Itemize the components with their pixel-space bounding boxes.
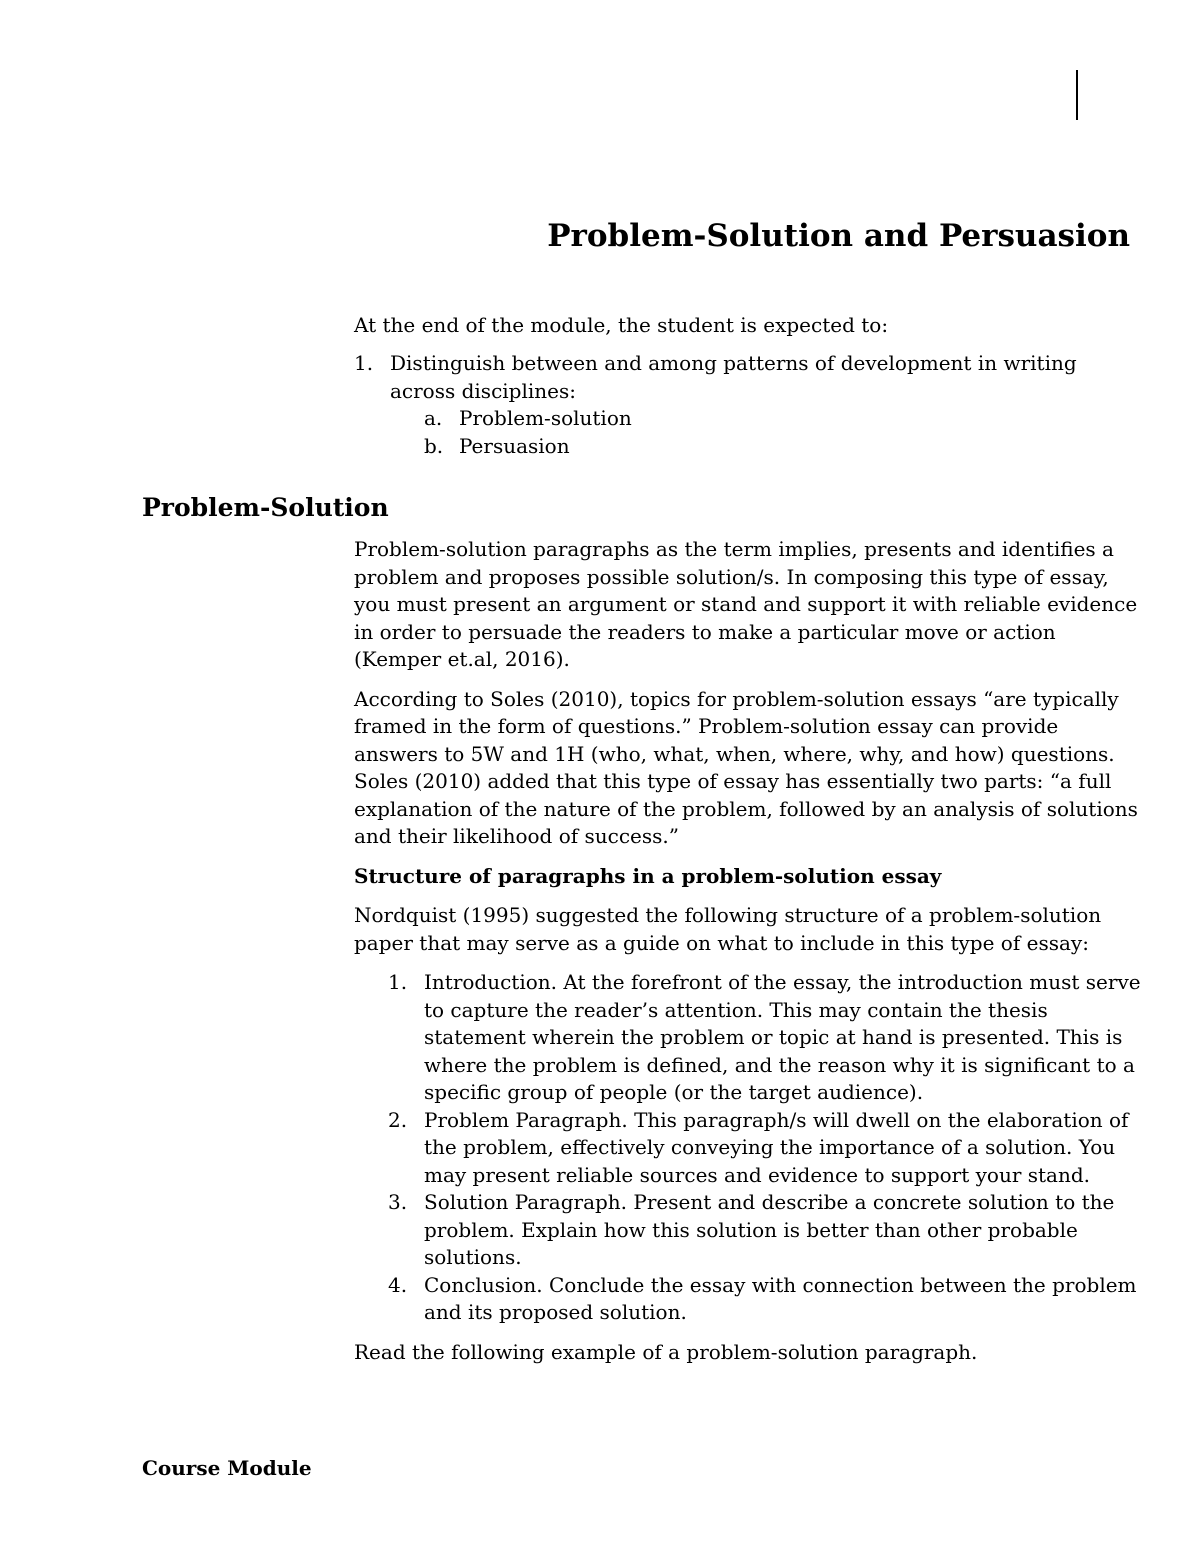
subitem-letter: b.	[424, 433, 444, 458]
structure-item	[354, 1189, 1144, 1272]
objective-item	[354, 350, 1144, 405]
structure-number: 2.	[388, 1107, 408, 1132]
paragraph: Nordquist (1995) suggested the following structure of a problem-solution paper that may serve as a guide on what to include in this type of essay:	[354, 903, 1102, 955]
structure-number: 1.	[388, 970, 408, 994]
paragraph: According to Soles (2010), topics for problem-solution essays “are typically framed in the form of questions.” Problem-solution essay can provide answers to 5W and 1H (who, what, when, where, why, and how) questions. Soles (2010) added that this type of essay has essentially two parts: “a full explanation of the nature of the problem, followed by an analysis of solutions and their likelihood of success.”	[354, 686, 1138, 848]
subitem-letter: a.	[424, 406, 443, 430]
structure-text: Introduction. At the forefront of the essay, the introduction must serve to capture the reader’s attention. This may contain the thesis statement wherein the problem or topic at hand is presented. This is where the problem is defined, and the reason why it is significant to a specific group of people (or the target audience).	[424, 970, 1141, 1104]
header-divider	[1076, 70, 1078, 120]
subitem-text: Persuasion	[459, 433, 570, 458]
paragraph: Problem-solution paragraphs as the term implies, presents and identifies a problem and proposes possible solution/s. In composing this type of essay, you must present an argument or stand and support it with reliable evidence in order to persuade the readers to make a particular move or action (Kemper et.al, 2016).	[354, 537, 1138, 671]
objectives-intro: At the end of the module, the student is expected to:	[354, 313, 889, 337]
structure-number: 3.	[388, 1190, 408, 1214]
structure-item	[354, 969, 1144, 1107]
objective-subitems	[354, 405, 1144, 460]
closing-paragraph: Read the following example of a problem-solution paragraph.	[354, 1339, 978, 1364]
objective-subitem	[354, 405, 1144, 433]
structure-list	[354, 969, 1144, 1327]
structure-item	[354, 1107, 1144, 1190]
objectives-list	[354, 350, 1144, 460]
structure-number: 4.	[388, 1272, 408, 1297]
page-title: Problem-Solution and Persuasion	[547, 218, 1130, 254]
subheading: Structure of paragraphs in a problem-solution essay	[354, 863, 942, 888]
objective-subitem	[354, 433, 1144, 461]
objective-number: 1.	[354, 351, 374, 375]
subitem-text: Problem-solution	[459, 406, 632, 430]
page-footer: Course Module	[142, 1456, 312, 1480]
structure-text: Problem Paragraph. This paragraph/s will dwell on the elaboration of the problem, effectively conveying the importance of a solution. You may present reliable sources and evidence to support your stand.	[424, 1107, 1129, 1187]
structure-item	[354, 1272, 1144, 1327]
structure-text: Conclusion. Conclude the essay with connection between the problem and its proposed solution.	[424, 1272, 1137, 1324]
section-heading: Problem-Solution	[142, 493, 389, 522]
objective-text: Distinguish between and among patterns of development in writing across disciplines:	[390, 351, 1077, 403]
section-content	[354, 536, 1144, 1378]
structure-text: Solution Paragraph. Present and describe a concrete solution to the problem. Explain how this solution is better than other probable solutions.	[424, 1190, 1115, 1269]
